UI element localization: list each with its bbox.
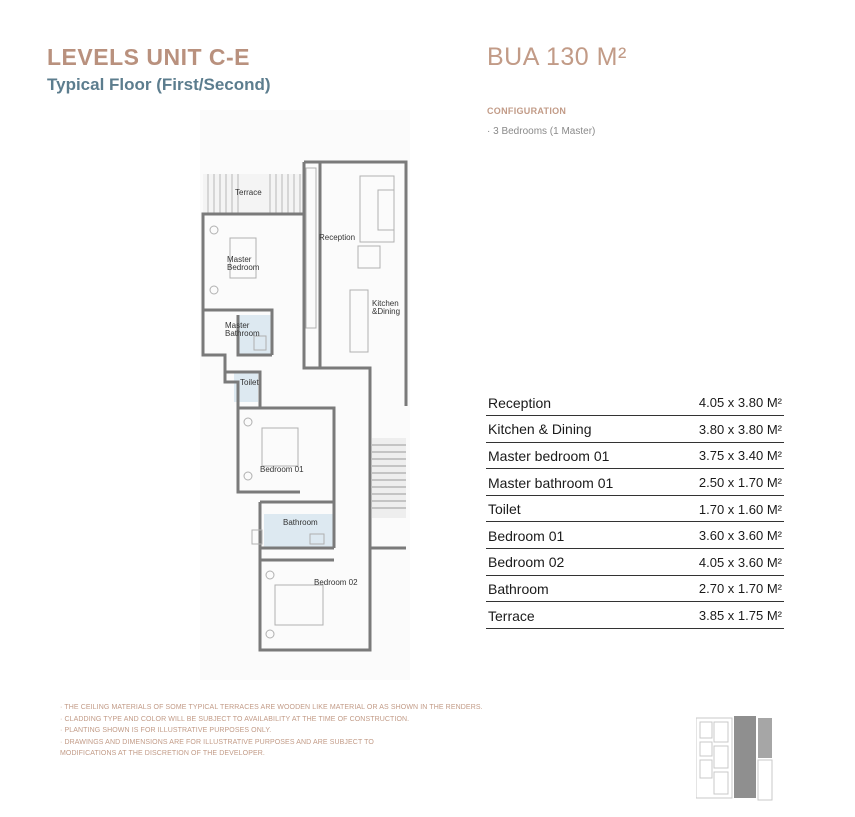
area-dimensions: 3.80 x 3.80 M² [698, 421, 782, 437]
note-line: MODIFICATIONS AT THE DISCRETION OF THE DEVELOPER. [60, 750, 265, 757]
plan-label-bedroom-01: Bedroom 01 [260, 465, 304, 474]
plan-label-terrace: Terrace [235, 188, 262, 197]
area-room-name: Master bedroom 01 [488, 447, 610, 464]
plan-label-reception: Reception [319, 233, 356, 242]
area-dimensions: 3.85 x 1.75 M² [698, 608, 782, 624]
plan-label-master-bathroom: Master [225, 321, 250, 330]
area-room-name: Kitchen & Dining [488, 421, 592, 438]
area-room-name: Reception [488, 394, 552, 411]
configuration-item: · 3 Bedrooms (1 Master) [487, 126, 596, 137]
area-dimensions: 3.60 x 3.60 M² [698, 528, 782, 544]
area-dimensions: 4.05 x 3.80 M² [698, 395, 782, 411]
area-row [486, 602, 784, 629]
page-subtitle: Typical Floor (First/Second) [47, 75, 271, 94]
area-row [486, 469, 784, 496]
disclaimer-notes [60, 702, 580, 760]
plan-label-toilet: Toilet [240, 378, 259, 387]
area-row [486, 416, 784, 443]
plan-label-kitchen: Kitchen [372, 299, 399, 308]
key-plan-thumbnail [696, 712, 776, 802]
plan-label-master-bedroom-2: Bedroom [227, 263, 260, 272]
plan-label-kitchen-2: &Dining [372, 307, 401, 316]
note-line: · THE CEILING MATERIALS OF SOME TYPICAL TERRACES ARE WOODEN LIKE MATERIAL OR AS SHOWN IN THE RENDERS. [60, 704, 483, 711]
area-room-name: Toilet [488, 501, 521, 518]
area-row [486, 442, 784, 469]
area-dimensions: 1.70 x 1.60 M² [698, 501, 782, 517]
area-dimensions: 3.75 x 3.40 M² [698, 448, 782, 464]
area-row [486, 495, 784, 522]
area-row [486, 549, 784, 576]
area-room-name: Bathroom [488, 580, 549, 597]
area-row [486, 575, 784, 602]
plan-label-master-bedroom: Master [227, 255, 252, 264]
area-dimensions: 2.50 x 1.70 M² [698, 475, 782, 491]
note-line: · PLANTING SHOWN IS FOR ILLUSTRATIVE PURPOSES ONLY. [60, 727, 272, 734]
area-dimensions: 2.70 x 1.70 M² [698, 581, 782, 597]
area-dimensions: 4.05 x 3.60 M² [698, 554, 782, 570]
bua-heading: BUA 130 M² [487, 43, 627, 71]
area-room-name: Bedroom 02 [488, 554, 565, 571]
plan-label-bathroom: Bathroom [283, 518, 318, 527]
stair-area [372, 438, 406, 518]
page-title: LEVELS UNIT C-E [47, 44, 251, 70]
note-line: · CLADDING TYPE AND COLOR WILL BE SUBJECT TO AVAILABILITY AT THE TIME OF CONSTRUCTION. [60, 715, 410, 723]
area-row [486, 389, 784, 416]
plan-label-master-bathroom-2: Bathroom [225, 329, 260, 338]
area-room-name: Bedroom 01 [488, 527, 565, 544]
configuration-heading: CONFIGURATION [487, 106, 567, 116]
plan-label-bedroom-02: Bedroom 02 [314, 578, 358, 587]
note-line: · DRAWINGS AND DIMENSIONS ARE FOR ILLUSTRATIVE PURPOSES AND ARE SUBJECT TO [60, 738, 374, 746]
room-areas-table [486, 389, 784, 629]
floor-plan [200, 110, 410, 680]
area-room-name: Terrace [488, 607, 535, 624]
area-room-name: Master bathroom 01 [488, 474, 614, 491]
area-row [486, 522, 784, 549]
